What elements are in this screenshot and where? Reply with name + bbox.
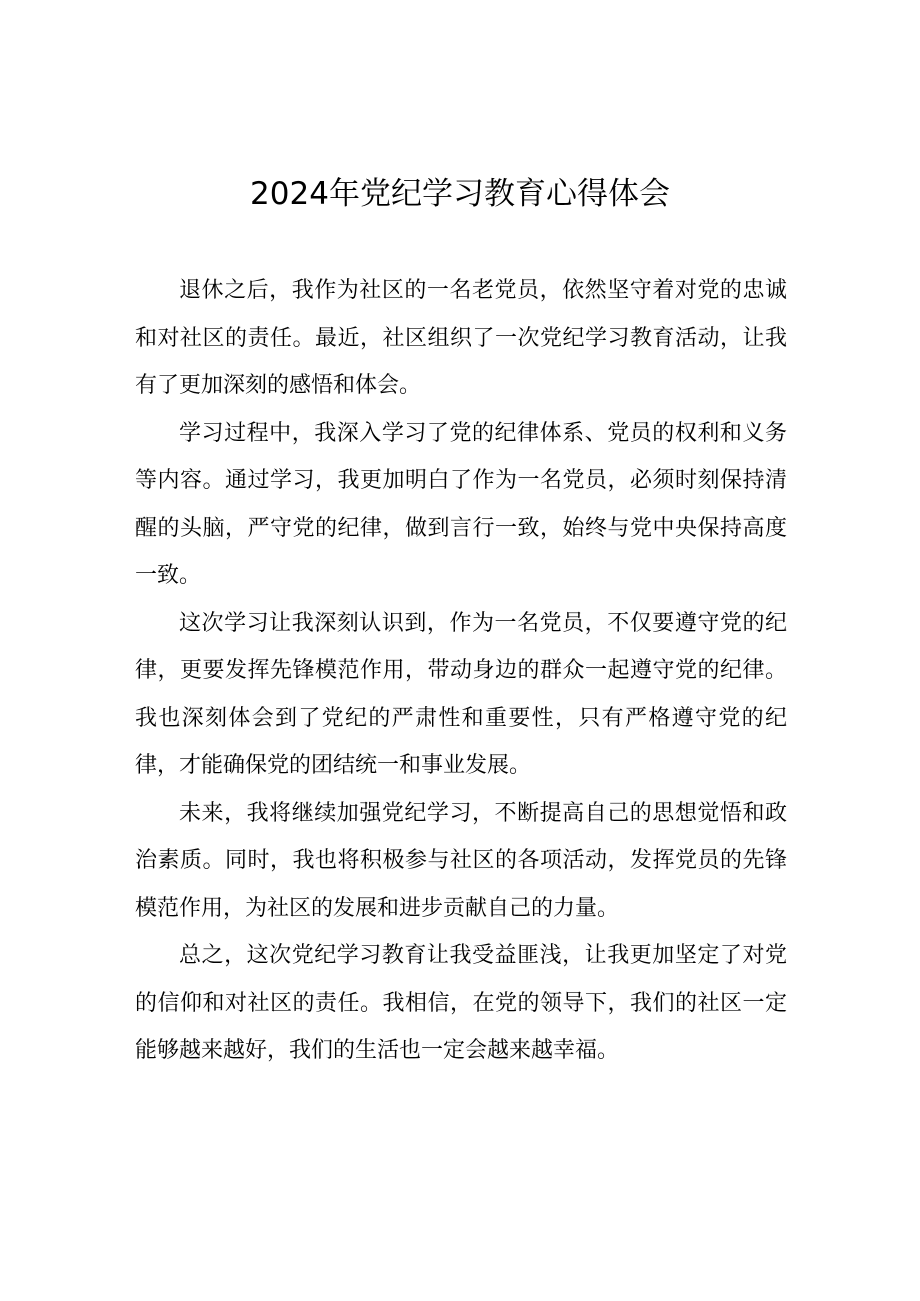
- paragraph: 这次学习让我深刻认识到，作为一名党员，不仅要遵守党的纪律，更要发挥先锋模范作用，带动身边的群众一起遵守党的纪律。我也深刻体会到了党纪的严肃性和重要性，只有严格遵守党的纪律，才能确保党的团结统一和事业发展。: [135, 610, 787, 778]
- paragraph: 退休之后，我作为社区的一名老党员，依然坚守着对党的忠诚和对社区的责任。最近，社区组织了一次党纪学习教育活动，让我有了更加深刻的感悟和体会。: [135, 278, 787, 398]
- paragraph: 未来，我将继续加强党纪学习，不断提高自己的思想觉悟和政治素质。同时，我也将积极参与社区的各项活动，发挥党员的先锋模范作用，为社区的发展和进步贡献自己的力量。: [135, 800, 787, 921]
- document-body: [135, 267, 787, 1075]
- document-title: 2024年党纪学习教育心得体会: [250, 176, 670, 212]
- paragraph: 学习过程中，我深入学习了党的纪律体系、党员的权利和义务等内容。通过学习，我更加明白了作为一名党员，必须时刻保持清醒的头脑，严守党的纪律，做到言行一致，始终与党中央保持高度一致。: [135, 420, 787, 588]
- paragraph: 总之，这次党纪学习教育让我受益匪浅，让我更加坚定了对党的信仰和对社区的责任。我相信，在党的领导下，我们的社区一定能够越来越好，我们的生活也一定会越来越幸福。: [135, 943, 787, 1063]
